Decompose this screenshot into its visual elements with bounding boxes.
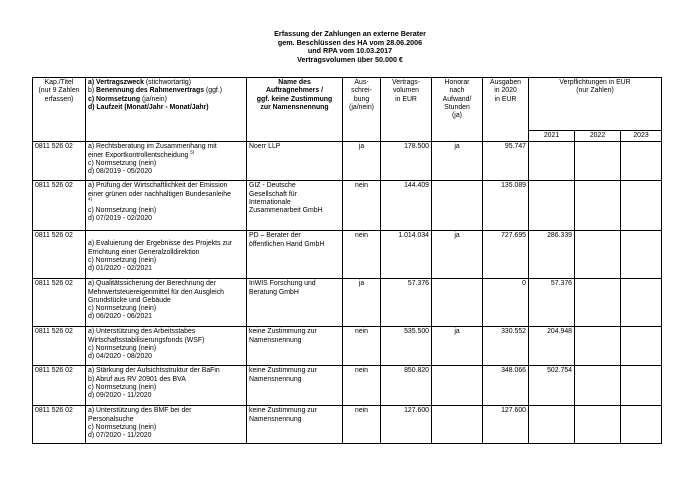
table-row [33,279,662,327]
payments-table [32,77,662,444]
cell-kap: 0811 526 02 [33,279,86,327]
cell-volumen: 127.600 [381,406,432,444]
cell-honorar [432,181,483,231]
cell-ausschreibung: nein [343,327,381,366]
table-row [33,327,662,366]
cell-ausschreibung: ja [343,142,381,181]
cell-ausgaben: 127.600 [483,406,529,444]
cell-ausschreibung: nein [343,181,381,231]
cell-volumen: 1.014.034 [381,231,432,279]
cell-ausschreibung: nein [343,231,381,279]
header-name: Name des Auftragnehmers / ggf. keine Zustimmung zur Namensnennung [247,78,343,142]
table-row [33,142,662,181]
cell-kap: 0811 526 02 [33,231,86,279]
cell-honorar [432,406,483,444]
title-line-3: und RPA vom 10.03.2017 [307,46,393,55]
cell-2023 [621,181,662,231]
cell-2021 [529,406,575,444]
cell-ausschreibung: nein [343,406,381,444]
footnote-ref: 5) [190,149,195,155]
cell-2021 [529,142,575,181]
footnote-ref: 4) [88,196,93,202]
cell-honorar: ja [432,327,483,366]
cell-2021: 57.376 [529,279,575,327]
cell-name: keine Zustimmung zur Namensnennung [247,327,343,366]
table-row [33,181,662,231]
table-row [33,231,662,279]
title-line-4: Vertragsvolumen über 50.000 € [297,54,403,64]
cell-name: InWIS Forschung und Beratung GmbH [247,279,343,327]
cell-kap: 0811 526 02 [33,327,86,366]
header-row [33,78,662,131]
header-honorar: Honorar nach Aufwand/ Stunden (ja) [432,78,483,142]
cell-2023 [621,142,662,181]
cell-ausgaben: 135.089 [483,181,529,231]
cell-2022 [575,366,621,406]
cell-zweck: a) Unterstützung des Arbeitsstabes Wirtschaftsstabilisierungsfonds (WSF) c) Normsetzung (nein) d) 04/2020 - 08/2020 [86,327,247,366]
cell-2023 [621,279,662,327]
cell-zweck: a) Rechtsberatung im Zusammenhang mit einer Exportkontrollentscheidung $^{5)}$ c) Normsetzung (nein) d) 08/2019 - 05/2020 [86,142,247,181]
cell-ausgaben: 348.066 [483,366,529,406]
cell-ausgaben: 330.552 [483,327,529,366]
cell-kap: 0811 526 02 [33,142,86,181]
cell-kap: 0811 526 02 [33,366,86,406]
cell-ausschreibung: nein [343,366,381,406]
cell-volumen: 178.500 [381,142,432,181]
cell-2023 [621,231,662,279]
cell-zweck: a) Unterstützung des BMF bei der Personalsuche c) Normsetzung (nein) d) 07/2020 - 11/2020 [86,406,247,444]
cell-2022 [575,142,621,181]
cell-2021: 286.339 [529,231,575,279]
cell-zweck: a) Qualitätssicherung der Berechnung der Mehrwertsteuereigenmittel für den Ausgleich Grundstücke und Gebäude c) Normsetzung (nein) d) 06/2020 - 06/2021 [86,279,247,327]
cell-kap: 0811 526 02 [33,406,86,444]
title-line-2: gem. Beschlüssen des HA vom 28.06.2006 [277,37,423,47]
cell-volumen: 850.820 [381,366,432,406]
cell-2022 [575,279,621,327]
cell-2022 [575,181,621,231]
cell-honorar [432,366,483,406]
cell-2023 [621,366,662,406]
cell-name: GIZ - Deutsche Gesellschaft für Internationale Zusammenarbeit GmbH [247,181,343,231]
cell-2021 [529,181,575,231]
header-year-2021: 2021 [529,131,575,142]
cell-ausgaben: 95.747 [483,142,529,181]
cell-name: Noerr LLP [247,142,343,181]
cell-2021: 502.754 [529,366,575,406]
cell-ausgaben: 0 [483,279,529,327]
cell-name: keine Zustimmung zur Namensnennung [247,366,343,406]
cell-name: keine Zustimmung zur Namensnennung [247,406,343,444]
cell-honorar [432,279,483,327]
cell-2022 [575,327,621,366]
title-line-1: Erfassung der Zahlungen an externe Berater [274,29,426,38]
cell-ausgaben: 727.695 [483,231,529,279]
table-row [33,406,662,444]
document-title [0,30,700,64]
cell-honorar: ja [432,142,483,181]
header-year-2023: 2023 [621,131,662,142]
table-row [33,366,662,406]
header-ausschreibung: Aus- schrei- bung (ja/nein) [343,78,381,142]
cell-zweck: a) Prüfung der Wirtschaftlichkeit der Emission einer grünen oder nachhaltigen Bundesanleihe $^{4)}$ c) Normsetzung (nein) d) 07/2019 - 02/2020 [86,181,247,231]
cell-volumen: 144.409 [381,181,432,231]
header-verpflichtungen: Verpflichtungen in EUR (nur Zahlen) [529,78,662,131]
cell-2022 [575,231,621,279]
cell-name: PD – Berater der öffentlichen Hand GmbH [247,231,343,279]
cell-kap: 0811 526 02 [33,181,86,231]
cell-zweck: a) Evaluierung der Ergebnisse des Projekts zur Errichtung einer Generalzolldirektion c) Normsetzung (nein) d) 01/2020 - 02/2021 [86,231,247,279]
cell-honorar: ja [432,231,483,279]
cell-2023 [621,406,662,444]
cell-2022 [575,406,621,444]
cell-2021: 204.948 [529,327,575,366]
cell-zweck: a) Stärkung der Aufsichtsstruktur der BaFin b) Abruf aus RV 20901 des BVA c) Normsetzung (nein) d) 09/2020 - 11/2020 [86,366,247,406]
header-ausgaben: Ausgaben in 2020 in EUR [483,78,529,142]
cell-2023 [621,327,662,366]
cell-volumen: 535.500 [381,327,432,366]
cell-volumen: 57.376 [381,279,432,327]
header-year-2022: 2022 [575,131,621,142]
header-kap: Kap./Titel (nur 9 Zahlen erfassen) [33,78,86,142]
header-zweck: a) Vertragszweck (stichwortartig) b) Benennung des Rahmenvertrags (ggf.) c) Normsetzung (ja/nein) d) Laufzeit (Monat/Jahr - Monat/Jahr) [86,78,247,142]
cell-ausschreibung: ja [343,279,381,327]
header-volumen: Vertrags- volumen in EUR [381,78,432,142]
